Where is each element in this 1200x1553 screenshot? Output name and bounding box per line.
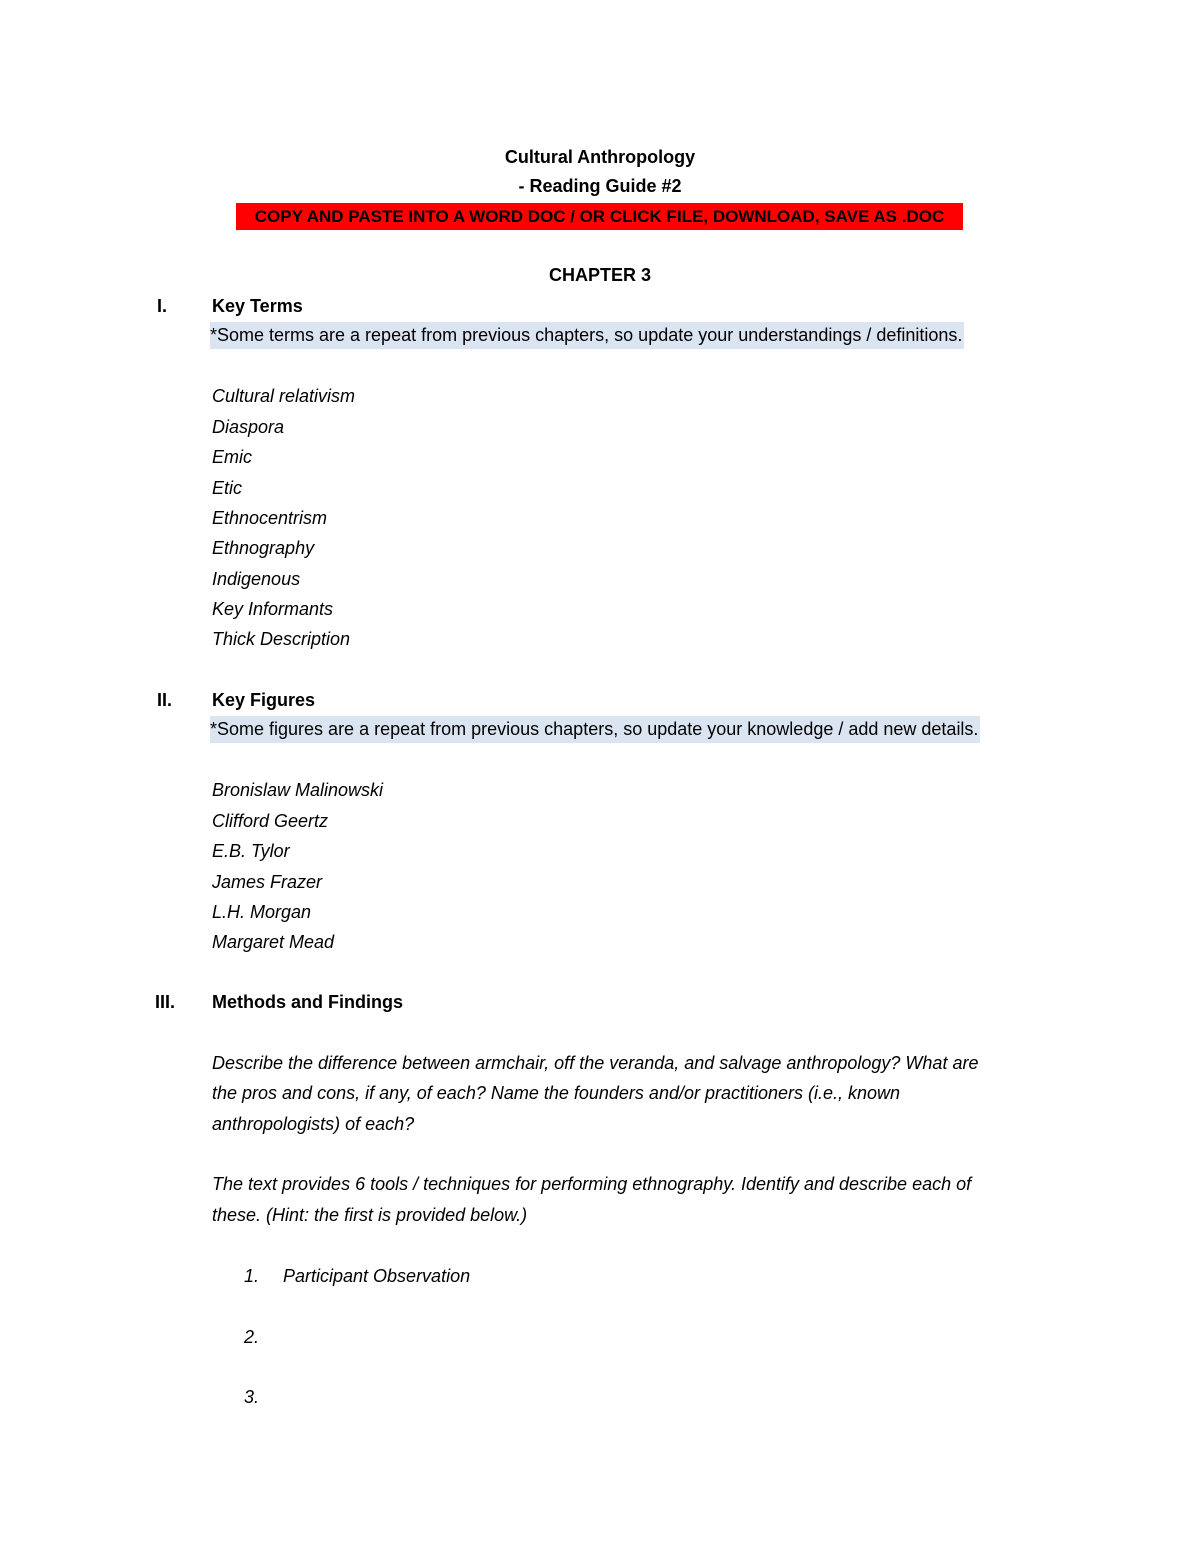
question-text: Describe the difference between armchair, off the veranda, and salvage anthropology? What are (212, 1053, 979, 1073)
question-text: the pros and cons, if any, of each? Name the founders and/or practitioners (i.e., known (212, 1083, 901, 1103)
section-heading-key-figures: Key Figures (212, 690, 316, 710)
question-text: The text provides 6 tools / techniques for performing ethnography. Identify and describe each of (212, 1174, 972, 1194)
question-text: anthropologists) of each? (212, 1114, 415, 1134)
list-item: Indigenous (212, 569, 301, 589)
section-heading-methods: Methods and Findings (212, 992, 403, 1012)
list-item: Ethnography (212, 538, 315, 558)
list-item: Cultural relativism (212, 386, 356, 406)
list-item: Margaret Mead (212, 932, 335, 952)
list-item: Etic (212, 478, 243, 498)
list-number: 1. (244, 1266, 260, 1286)
list-item: Thick Description (212, 629, 351, 649)
key-terms-note: *Some terms are a repeat from previous chapters, so update your understandings / definitions. (210, 322, 964, 349)
instruction-banner: COPY AND PASTE INTO A WORD DOC / OR CLICK FILE, DOWNLOAD, SAVE AS .DOC (236, 203, 963, 230)
key-figures-note: *Some figures are a repeat from previous chapters, so update your knowledge / add new details. (210, 716, 980, 743)
document-subtitle: - Reading Guide #2 (518, 176, 682, 196)
list-item: E.B. Tylor (212, 841, 290, 861)
list-item: Ethnocentrism (212, 508, 328, 528)
list-item: James Frazer (212, 872, 323, 892)
list-item: Emic (212, 447, 252, 467)
chapter-heading: CHAPTER 3 (548, 265, 651, 285)
list-item: L.H. Morgan (212, 902, 312, 922)
section-numeral-1: I. (157, 296, 168, 316)
section-numeral-2: II. (157, 690, 173, 710)
question-text: these. (Hint: the first is provided below.) (212, 1205, 528, 1225)
list-number: 2. (244, 1327, 260, 1347)
document-title: Cultural Anthropology (504, 147, 696, 167)
section-numeral-3: III. (155, 992, 176, 1012)
list-item: Key Informants (212, 599, 334, 619)
list-item: Participant Observation (283, 1266, 471, 1286)
section-heading-key-terms: Key Terms (212, 296, 303, 316)
list-item: Diaspora (212, 417, 285, 437)
list-item: Bronislaw Malinowski (212, 780, 384, 800)
list-item: Clifford Geertz (212, 811, 329, 831)
list-number: 3. (244, 1387, 260, 1407)
